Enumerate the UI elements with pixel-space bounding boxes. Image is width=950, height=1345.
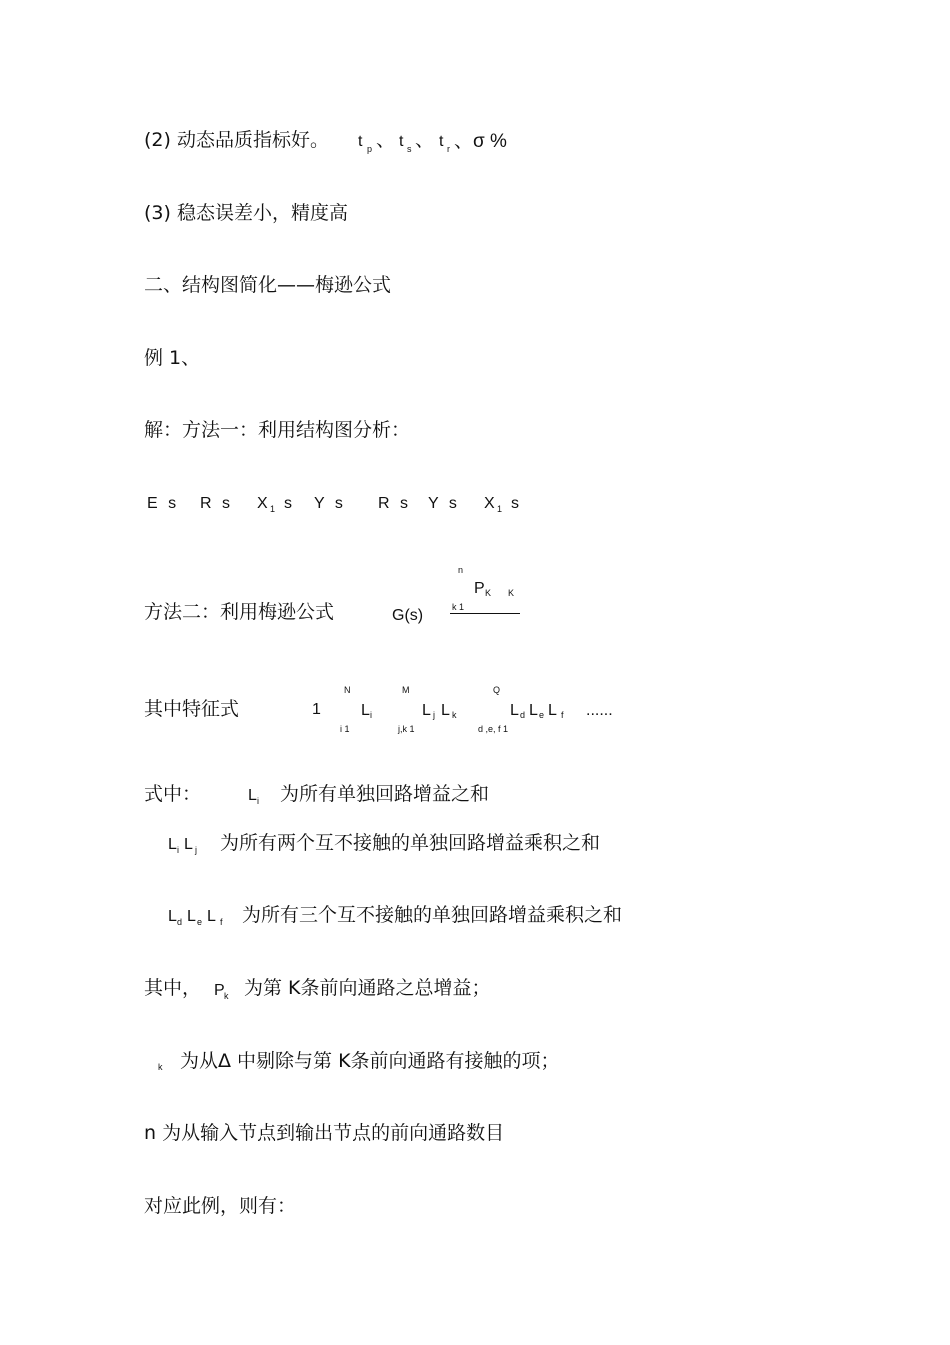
def4-subscript-k: k (224, 991, 229, 1001)
sum-lower-jk1: j,k 1 (398, 724, 415, 734)
def3-L2: L (187, 908, 196, 925)
sigma-percent: 、σ % (454, 131, 507, 152)
line-steady-state: (3) 稳态误差小，精度高 (144, 202, 348, 224)
eq-R: R s (200, 495, 233, 512)
sum-upper-n: n (458, 565, 464, 575)
delta-Lj: L (422, 702, 431, 719)
method-two-label: 方法二：利用梅逊公式 (144, 601, 335, 623)
s-subscript: s (407, 144, 412, 154)
def2-subscript-i: i (177, 845, 179, 855)
def3-L1: L (168, 908, 177, 925)
mason-P-subscript: K (485, 588, 492, 598)
characteristic-label: 其中特征式 (144, 698, 240, 720)
eq-Y: Y s (314, 495, 346, 512)
sum-lower-i1: i 1 (340, 724, 350, 734)
sum-upper-Q: Q (493, 685, 501, 695)
eq-Y2: Y s (428, 495, 460, 512)
def4-label: 其中， (144, 977, 202, 999)
delta-one: 1 (312, 701, 321, 718)
sum-upper-N: N (344, 685, 351, 695)
sum-upper-M: M (402, 685, 410, 695)
separator: 、 (415, 129, 435, 151)
sum-lower-k1: k 1 (452, 602, 465, 612)
eq-X-subscript: 1 (270, 504, 276, 514)
eq-X2-subscript: 1 (497, 504, 503, 514)
def2-text: 为所有两个互不接触的单独回路增益乘积之和 (220, 832, 601, 854)
Lj-subscript: j (433, 710, 435, 720)
def1-subscript-i: i (257, 796, 259, 806)
fraction-bar (450, 613, 520, 614)
def2-L2: L (184, 836, 193, 853)
def3-subscript-d: d (177, 917, 183, 927)
def3-subscript-f: f (220, 917, 223, 927)
ellipsis: ...... (586, 702, 613, 719)
def4-text: 为第 K条前向通路之总增益； (244, 977, 491, 999)
def5-text: 为从Δ 中剔除与第 K条前向通路有接触的项； (180, 1050, 560, 1072)
delta-Le: L (529, 702, 538, 719)
delta-Lf: L (548, 702, 557, 719)
example-label: 例 1、 (144, 347, 201, 369)
def2-L1: L (168, 836, 177, 853)
delta-Ld: L (510, 702, 519, 719)
mason-delta-subscript: K (508, 588, 515, 598)
Ld-subscript: d (520, 710, 526, 720)
delta-Li: L (361, 702, 370, 719)
def6-text: n 为从输入节点到输出节点的前向通路数目 (144, 1122, 505, 1144)
closing-line: 对应此例，则有： (144, 1195, 297, 1217)
mason-P: P (474, 580, 485, 597)
def3-subscript-e: e (197, 917, 203, 927)
def2-subscript-j: j (195, 845, 197, 855)
eq-X2: X (484, 495, 495, 512)
def1-text: 为所有单独回路增益之和 (280, 783, 490, 805)
def5-subscript-k: k (158, 1062, 163, 1072)
sum-lower-def1: d ,e, f 1 (478, 724, 509, 734)
eq-X: X (257, 495, 268, 512)
separator: 、 (376, 129, 396, 151)
t-symbol: t (439, 133, 444, 150)
eq-R2: R s (378, 495, 411, 512)
t-symbol: t (399, 133, 404, 150)
transfer-function-G: G(s) (392, 607, 424, 624)
def4-P: P (214, 982, 225, 999)
def3-text: 为所有三个互不接触的单独回路增益乘积之和 (242, 904, 623, 926)
p-subscript: p (367, 144, 373, 154)
Lf-subscript: f (561, 710, 564, 720)
line-dynamic-quality: (2) 动态品质指标好。 (144, 129, 329, 151)
r-subscript: r (447, 144, 450, 154)
section-heading: 二、结构图简化——梅逊公式 (144, 274, 392, 296)
eq-X-arg: s (284, 495, 292, 512)
def1-L: L (248, 787, 257, 804)
delta-Lk: L (441, 702, 450, 719)
Le-subscript: e (539, 710, 545, 720)
Lk-subscript: k (452, 710, 457, 720)
eq-X2-arg: s (511, 495, 519, 512)
eq-E: E s (147, 495, 180, 512)
def3-L3: L (207, 908, 216, 925)
where-label: 式中： (144, 783, 202, 805)
t-symbol: t (358, 133, 363, 150)
Li-subscript: i (370, 710, 372, 720)
solution-method-one: 解：方法一：利用结构图分析： (144, 419, 411, 441)
